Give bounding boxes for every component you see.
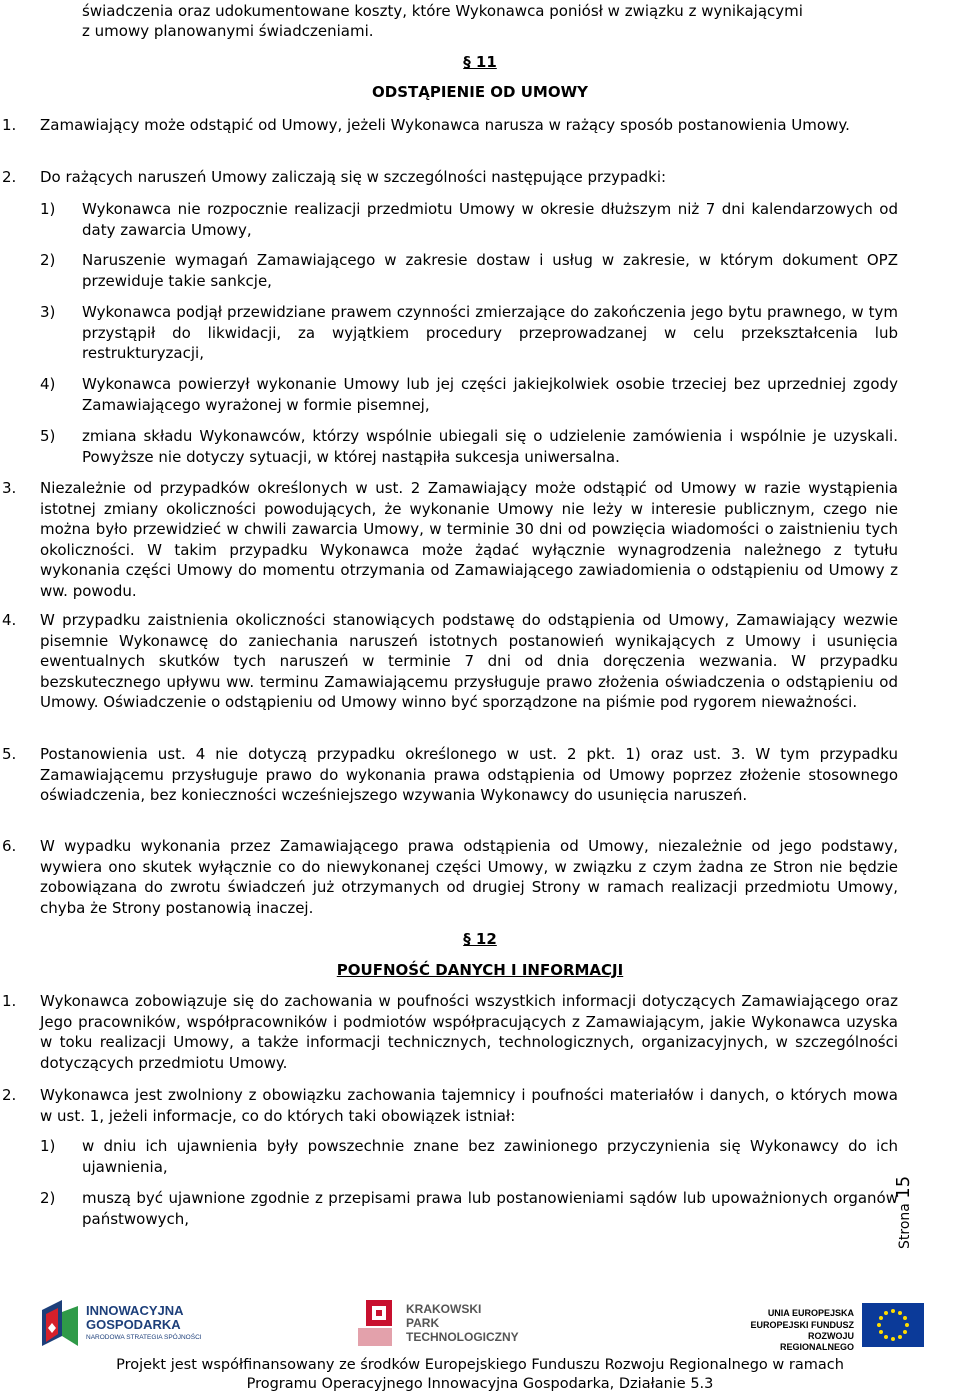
subitem-number: 1) — [40, 200, 56, 218]
eu-flag-icon — [862, 1303, 924, 1347]
s12-subitem-2: muszą być ujawnione zgodnie z przepisami prawa lub postanowieniami sądów lub upoważnionych organów państwowych, — [82, 1189, 898, 1228]
kpt-emblem-icon — [358, 1300, 396, 1348]
item-number: 4. — [2, 611, 17, 629]
item-number: 3. — [2, 479, 17, 497]
s11-item-2: Do rażących naruszeń Umowy zaliczają się w szczególności następujące przypadki: — [40, 168, 667, 186]
s11-item-1: Zamawiający może odstąpić od Umowy, jeżeli Wykonawca narusza w rażący sposób postanowienia Umowy. — [40, 116, 850, 134]
s11-subitem-2: Naruszenie wymagań Zamawiającego w zakresie dostaw i usług w zakresie, w którym dokument OPZ przewiduje takie sankcje, — [82, 251, 898, 290]
subitem-number: 4) — [40, 375, 56, 393]
s11-subitem-1: Wykonawca nie rozpocznie realizacji przedmiotu Umowy w okresie dłuższym niż 7 dni kalendarzowych od daty zawarcia Umowy, — [82, 200, 898, 239]
kpt-logo-line-3: TECHNOLOGICZNY — [406, 1330, 519, 1344]
ue-logo-line-3: ROZWOJU REGIONALNEGO — [779, 1331, 854, 1352]
page-number-label — [893, 1175, 960, 1249]
ue-logo-line-2: EUROPEJSKI FUNDUSZ — [750, 1320, 854, 1330]
item-number: 6. — [2, 837, 17, 855]
subitem-number: 5) — [40, 427, 56, 445]
s11-subitem-5: zmiana składu Wykonawców, którzy wspólnie ubiegali się o udzielenie zamówienia i wspólnie je uzyskali. Powyższe nie dotyczy sytuacji, w której nastąpiła sukcesja uniwersalna. — [82, 427, 898, 466]
item-number: 2. — [2, 1086, 17, 1104]
item-number: 2. — [2, 168, 17, 186]
logo-innowacyjna-gospodarka — [40, 1298, 220, 1348]
footer-line-1: Projekt jest współfinansowany ze środków Europejskiego Funduszu Rozwoju Regionalnego w ramach — [116, 1357, 844, 1373]
item-number: 1. — [2, 992, 17, 1010]
footer-line-2: Programu Operacyjnego Innowacyjna Gospodarka, Działanie 5.3 — [246, 1376, 714, 1392]
s11-item-6: W wypadku wykonania przez Zamawiającego prawa odstąpienia od Umowy, niezależnie od jego podstawy, wywiera ono skutek wyłącznie co do niewykonanej części Umowy, w związku z czym żadna ze Stron nie będzie zobowiązana do zwrotu świadczeń już otrzymanych od drugiej Strony w ramach realizacji przedmiotu Umowy, chyba że Strony postanowią inaczej. — [40, 837, 898, 917]
subitem-number: 2) — [40, 251, 56, 269]
section-11-title: ODSTĄPIENIE OD UMOWY — [372, 83, 588, 101]
s11-item-4: W przypadku zaistnienia okoliczności stanowiących podstawę do odstąpienia od Umowy, Zamawiający wezwie pisemnie Wykonawcę do zaniechania naruszeń istotnych postanowień wynikających z Umowy i usunięcia ewentualnych skutków tych naruszeń w terminie 7 dni od dnia doręczenia wezwania. W przypadku bezskutecznego upływu ww. terminu Zamawiającemu przysługuje prawo złożenia oświadczenia o odstąpieniu od Umowy. Oświadczenie o odstąpieniu od Umowy winno być sporządzone na piśmie pod rygorem nieważności. — [40, 611, 898, 711]
kpt-logo-line-2: PARK — [406, 1316, 440, 1330]
ue-logo-line-1: UNIA EUROPEJSKA — [767, 1308, 854, 1318]
carryover-line-1: świadczenia oraz udokumentowane koszty, które Wykonawca poniósł w związku z wynikającymi — [82, 2, 803, 20]
ig-logo-line-2: GOSPODARKA — [86, 1317, 181, 1332]
page-label-word: Strona — [897, 1203, 913, 1249]
ig-emblem-icon — [40, 1298, 80, 1348]
carryover-line-2: z umowy planowanymi świadczeniami. — [82, 22, 374, 40]
kpt-logo-line-1: KRAKOWSKI — [406, 1302, 482, 1316]
logo-krakowski-park-technologiczny — [358, 1300, 538, 1350]
logo-unia-europejska — [738, 1303, 938, 1351]
section-12-title: POUFNOŚĆ DANYCH I INFORMACJI — [336, 961, 624, 979]
page-label-number: 15 — [893, 1175, 914, 1199]
item-number: 5. — [2, 745, 17, 763]
s11-subitem-3: Wykonawca podjął przewidziane prawem czynności zmierzające do zakończenia jego bytu prawnego, w tym przystąpił do likwidacji, za wyjątkiem procedury przeprowadzanej w celu przekształcenia lub restrukturyzacji, — [82, 303, 898, 362]
ig-logo-line-1: INNOWACYJNA — [86, 1303, 184, 1318]
subitem-number: 1) — [40, 1137, 56, 1155]
s12-item-2: Wykonawca jest zwolniony z obowiązku zachowania tajemnicy i poufności materiałów i danych, o których mowa w ust. 1, jeżeli informacje, co do których taki obowiązek istniał: — [40, 1086, 898, 1125]
section-12-mark: § 12 — [463, 930, 497, 948]
s11-subitem-4: Wykonawca powierzył wykonanie Umowy lub jej części jakiejkolwiek osobie trzeciej bez uprzedniej zgody Zamawiającego wyrażonej w formie pisemnej, — [82, 375, 898, 414]
section-11-mark: § 11 — [463, 53, 497, 71]
subitem-number: 2) — [40, 1189, 56, 1207]
item-number: 1. — [2, 116, 17, 134]
ig-logo-line-3: NARODOWA STRATEGIA SPÓJNOŚCI — [86, 1334, 202, 1341]
subitem-number: 3) — [40, 303, 56, 321]
s12-item-1: Wykonawca zobowiązuje się do zachowania w poufności wszystkich informacji dotyczących Zamawiającego oraz Jego pracowników, współpracowników i podmiotów współpracujących z Zamawiającym, jakie Wykonawca uzyska w toku realizacji Umowy, a także informacji technicznych, technologicznych, organizacyjnych, w szczególności dotyczących przedmiotu Umowy. — [40, 992, 898, 1072]
s11-item-5: Postanowienia ust. 4 nie dotyczą przypadku określonego w ust. 2 pkt. 1) oraz ust. 3. W tym przypadku Zamawiającemu przysługuje prawo do wykonania prawa odstąpienia od Umowy poprzez złożenie stosownego oświadczenia, bez konieczności wcześniejszego wzywania Wykonawcy do usunięcia naruszeń. — [40, 745, 898, 804]
s11-item-3: Niezależnie od przypadków określonych w ust. 2 Zamawiający może odstąpić od Umowy w razie wystąpienia istotnej zmiany okoliczności powodujących, że wykonanie Umowy nie leży w interesie publicznym, czego nie można było przewidzieć w chwili zawarcia Umowy, w terminie 30 dni od powzięcia wiadomości o zaistnieniu tych okoliczności. W takim przypadku Wykonawca może żądać wyłącznie wynagrodzenia należnego z tytułu wykonania części Umowy do momentu otrzymania od Zamawiającego zawiadomienia o odstąpieniu od Umowy z ww. powodu. — [40, 479, 898, 600]
s12-subitem-1: w dniu ich ujawnienia były powszechnie znane bez zawinionego przyczynienia się Wykonawcy do ich ujawnienia, — [82, 1137, 898, 1176]
